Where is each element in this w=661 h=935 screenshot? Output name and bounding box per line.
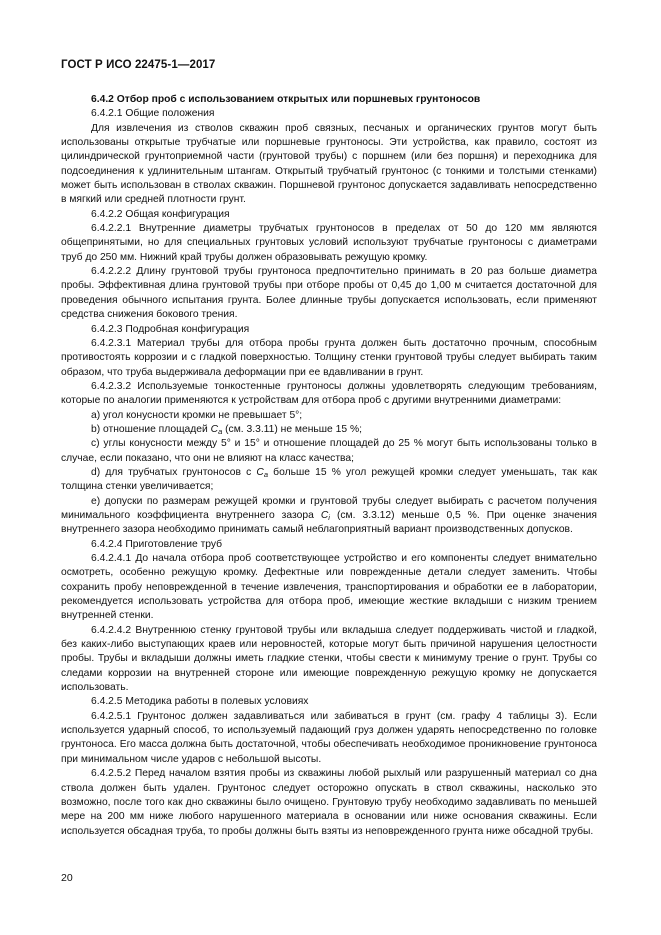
paragraph <box>61 380 597 409</box>
paragraph-text: 6.4.2.4 Приготовление труб <box>91 538 223 550</box>
paragraph <box>61 423 597 437</box>
symbol-subscript: a <box>263 469 269 479</box>
subsection-title <box>61 695 597 709</box>
paragraph <box>61 337 597 380</box>
paragraph-text: 6.4.2.1 Общие положения <box>91 108 215 120</box>
paragraph-text: 6.4.2.3 Подробная конфигурация <box>91 323 250 335</box>
paragraph <box>61 122 597 208</box>
paragraph-text: 6.4.2.5 Методика работы в полевых условиях <box>91 696 309 708</box>
paragraph <box>61 552 597 624</box>
paragraph-text-continued: (см. 3.3.12) меньше 0,5 %. При оценке значения внутреннего зазора необходимо принимать самый неблагоприятный вариант производственных допусков. <box>61 509 597 536</box>
paragraph-text-continued: больше 15 % угол режущей кромки следует уменьшать, так как толщина стенки увеличивается; <box>61 466 597 493</box>
paragraph-text: d) для трубчатых грунтоносов с <box>91 466 252 478</box>
paragraph <box>61 495 597 538</box>
paragraph <box>61 222 597 265</box>
symbol: C <box>210 423 219 435</box>
paragraph-text: 6.4.2.4.1 До начала отбора проб соответствующее устройство и его компоненты следует внимательно осмотреть, особенно режущую кромку. Дефектные или поврежденные детали следует заменить. Чтобы сохранить пробу неповрежденной в течение извлечения, транспортирования и обработки ее в лаборатории, рекомендуется использовать устройства для отбора проб, имеющие жесткие вкладыши с низким трением внутренней стенки. <box>61 553 597 622</box>
paragraph <box>61 710 597 767</box>
subsection-title <box>61 323 597 337</box>
paragraph-text: 6.4.2.3.2 Используемые тонкостенные грунтоносы должны удовлетворять следующим требованиям, которые по аналогии применяются к устройствам для отбора проб с другими внутренними диаметрами: <box>61 380 597 407</box>
paragraph-text: а) угол конусности кромки не превышает 5°; <box>91 409 303 421</box>
paragraph <box>61 624 597 696</box>
paragraph-text: b) отношение площадей <box>91 423 208 435</box>
symbol: C <box>256 466 264 478</box>
document-body <box>61 93 597 839</box>
paragraph <box>61 265 597 322</box>
paragraph <box>61 466 597 495</box>
paragraph-text: с) углы конусности между 5° и 15° и отношение площадей до 25 % могут быть использованы только в случае, если показано, что они не влияют на класс качества; <box>61 438 597 464</box>
paragraph <box>61 437 597 466</box>
symbol: C <box>320 509 329 521</box>
paragraph-text: 6.4.2.2.2 Длину грунтовой трубы грунтоноса предпочтительно принимать в 20 раз больше диаметра пробы. Эффективная длина грунтовой трубы при отборе пробы от 0,45 до 1,00 м считается достаточной для проведения обычного испытания грунта. Более длинные трубы допускается использовать, если применяют средства снижения бокового трения. <box>61 266 597 321</box>
symbol-subscript: i <box>328 512 330 522</box>
paragraph-text: е) допуски по размерам режущей кромки и грунтовой трубы следует выбирать с расчетом получения минимального коэффициента внутреннего зазора <box>61 495 597 521</box>
subsection-title <box>61 107 597 121</box>
paragraph <box>61 767 597 839</box>
paragraph-text: 6.4.2.3.1 Материал трубы для отбора пробы грунта должен быть достаточно прочным, способным противостоять коррозии и с гладкой поверхностью. Толщину стенки грунтовой трубы следует выбирать таким образом, что труба выдерживала деформации при ее вдавливании в грунт. <box>61 337 597 378</box>
paragraph-text: 6.4.2.5.2 Перед началом взятия пробы из скважины любой рыхлый или разрушенный материал со дна ствола должен быть удален. Грунтонос следует осторожно опускать в ствол скважины, насколько это возможно, после того как дно скважины было очищено. Грунтовую трубу необходимо задавливать по меньшей мере на 200 мм ниже любого нарушенного материала в основании или ниже основания скважины. Если используется обсадная труба, то пробы должны быть взяты из неповрежденного грунта ниже обсадной трубы. <box>61 768 597 837</box>
paragraph-text: 6.4.2 Отбор проб с использованием открытых или поршневых грунтоносов <box>91 94 481 105</box>
standard-header: ГОСТ Р ИСО 22475-1—2017 <box>61 59 216 71</box>
section-heading <box>61 93 597 107</box>
symbol-subscript: a <box>218 426 223 436</box>
paragraph <box>61 409 597 423</box>
page-number: 20 <box>61 872 73 884</box>
paragraph-text: 6.4.2.4.2 Внутреннюю стенку грунтовой трубы или вкладыша следует поддерживать чистой и гладкой, без каких-либо выступающих краев или неровностей, которые могут быть причиной нарушения целостности пробы. Трубы и вкладыши должны иметь гладкие стенки, чтобы свести к минимуму трение о грунт. Трубы со следами коррозии на внутренней стороне или имеющие поврежденную режущую кромку не допускается использовать. <box>61 624 597 694</box>
paragraph-text: 6.4.2.2 Общая конфигурация <box>91 208 230 220</box>
paragraph-text: 6.4.2.5.1 Грунтонос должен задавливаться или забиваться в грунт (см. графу 4 таблицы 3). Если используется ударный способ, то используемый падающий груз должен ударять непосредственно по головке грунтоноса. Его масса должна быть достаточной, чтобы обеспечивать необходимое проникновение грунтоноса при минимальном числе ударов с небольшой высоты. <box>61 710 597 765</box>
paragraph-text-continued: (см. 3.3.11) не меньше 15 %; <box>222 423 362 435</box>
subsection-title <box>61 538 597 552</box>
subsection-title <box>61 208 597 222</box>
paragraph-text: Для извлечения из стволов скважин проб связных, песчаных и органических грунтов могут быть использованы открытые трубчатые или поршневые грунтоносы. Эти устройства, как правило, состоят из цилиндрической грунтоприемной части (грунтовой трубы) с поршнем (или без поршня) и переходника для подсоединения к удлинительным штангам. Открытый трубчатый грунтонос (с тонкими и толстыми стенками) может быть использован в стволах скважин. Поршневой грунтонос допускается задавливать непосредственно в мягкий или средней плотности грунт. <box>61 122 597 206</box>
paragraph-text: 6.4.2.2.1 Внутренние диаметры трубчатых грунтоносов в пределах от 50 до 120 мм являются общепринятыми, но для специальных грунтовых условий используют трубчатые грунтоносы с диаметрами труб до 250 мм. Нижний край трубы должен образовывать режущую кромку. <box>61 223 597 263</box>
